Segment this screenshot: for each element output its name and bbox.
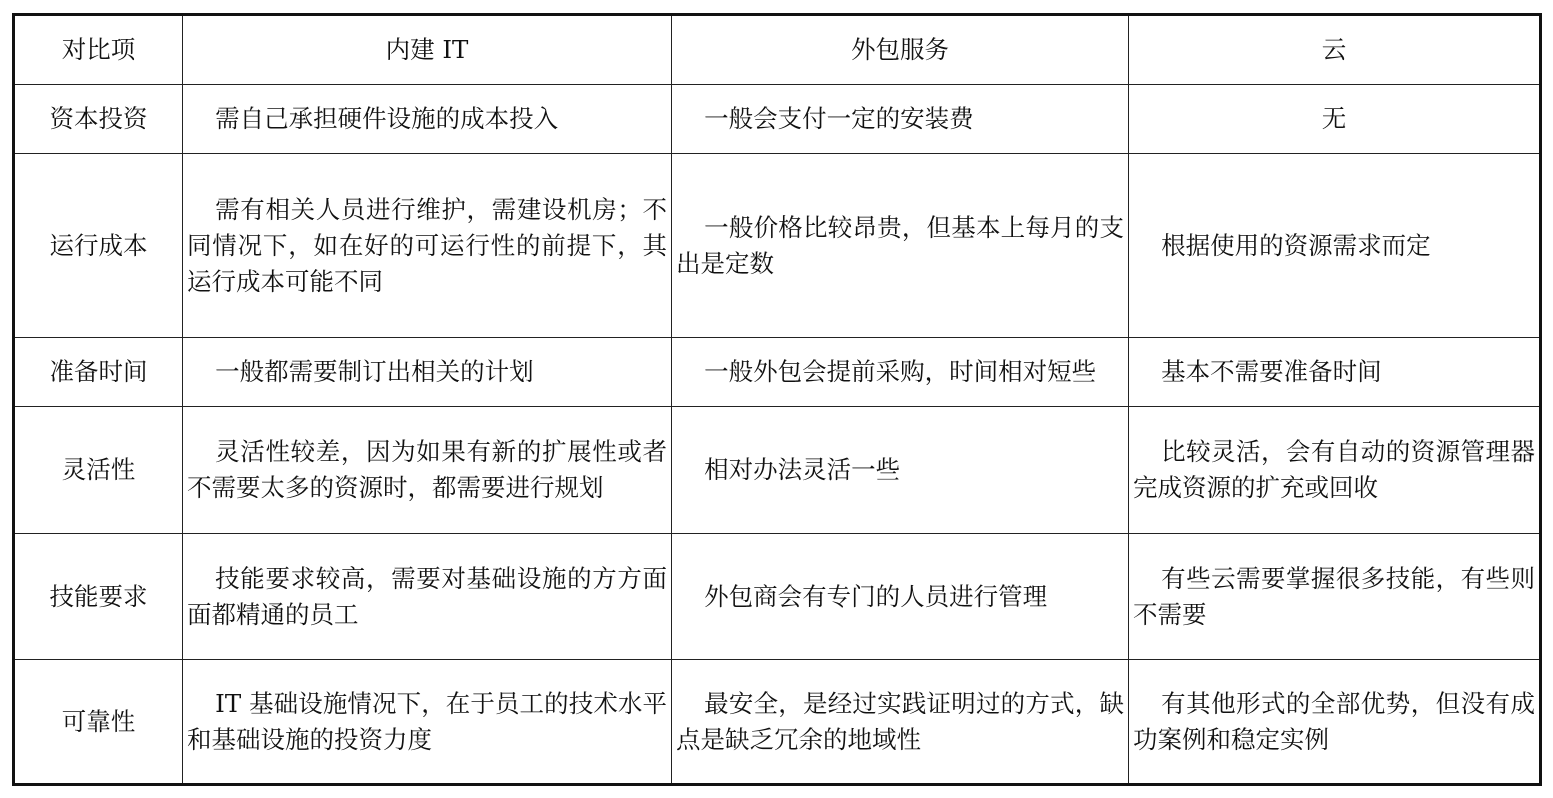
header-cell-item: 对比项 <box>14 15 183 85</box>
row-label-reliability: 可靠性 <box>14 660 183 785</box>
cell-outsourcing: 相对办法灵活一些 <box>672 407 1129 534</box>
cell-outsourcing: 一般价格比较昂贵，但基本上每月的支出是定数 <box>672 154 1129 338</box>
table-row <box>14 660 1541 785</box>
cell-cloud: 基本不需要准备时间 <box>1129 338 1541 407</box>
cell-inhouse-it: IT 基础设施情况下，在于员工的技术水平和基础设施的投资力度 <box>183 660 672 785</box>
row-label-flexibility: 灵活性 <box>14 407 183 534</box>
cell-outsourcing: 外包商会有专门的人员进行管理 <box>672 534 1129 660</box>
cell-inhouse-it: 技能要求较高，需要对基础设施的方方面面都精通的员工 <box>183 534 672 660</box>
cell-outsourcing: 一般外包会提前采购，时间相对短些 <box>672 338 1129 407</box>
cell-outsourcing: 一般会支付一定的安装费 <box>672 85 1129 154</box>
comparison-table <box>12 13 1542 786</box>
header-cell-inhouse-it: 内建 IT <box>183 15 672 85</box>
cell-inhouse-it: 需有相关人员进行维护，需建设机房；不同情况下，如在好的可运行性的前提下，其运行成本可能不同 <box>183 154 672 338</box>
cell-inhouse-it: 一般都需要制订出相关的计划 <box>183 338 672 407</box>
cell-inhouse-it: 灵活性较差，因为如果有新的扩展性或者不需要太多的资源时，都需要进行规划 <box>183 407 672 534</box>
row-label-preparation-time: 准备时间 <box>14 338 183 407</box>
table-row <box>14 85 1541 154</box>
row-label-skill-requirements: 技能要求 <box>14 534 183 660</box>
table-row <box>14 154 1541 338</box>
cell-cloud: 有其他形式的全部优势，但没有成功案例和稳定实例 <box>1129 660 1541 785</box>
row-label-capital-investment: 资本投资 <box>14 85 183 154</box>
table-row <box>14 534 1541 660</box>
cell-cloud: 有些云需要掌握很多技能，有些则不需要 <box>1129 534 1541 660</box>
table-row <box>14 338 1541 407</box>
cell-inhouse-it: 需自己承担硬件设施的成本投入 <box>183 85 672 154</box>
header-row <box>14 15 1541 85</box>
header-cell-cloud: 云 <box>1129 15 1541 85</box>
cell-cloud: 根据使用的资源需求而定 <box>1129 154 1541 338</box>
table-row <box>14 407 1541 534</box>
header-cell-outsourcing: 外包服务 <box>672 15 1129 85</box>
cell-cloud: 比较灵活，会有自动的资源管理器完成资源的扩充或回收 <box>1129 407 1541 534</box>
cell-outsourcing: 最安全，是经过实践证明过的方式，缺点是缺乏冗余的地域性 <box>672 660 1129 785</box>
cell-cloud: 无 <box>1129 85 1541 154</box>
row-label-operating-cost: 运行成本 <box>14 154 183 338</box>
